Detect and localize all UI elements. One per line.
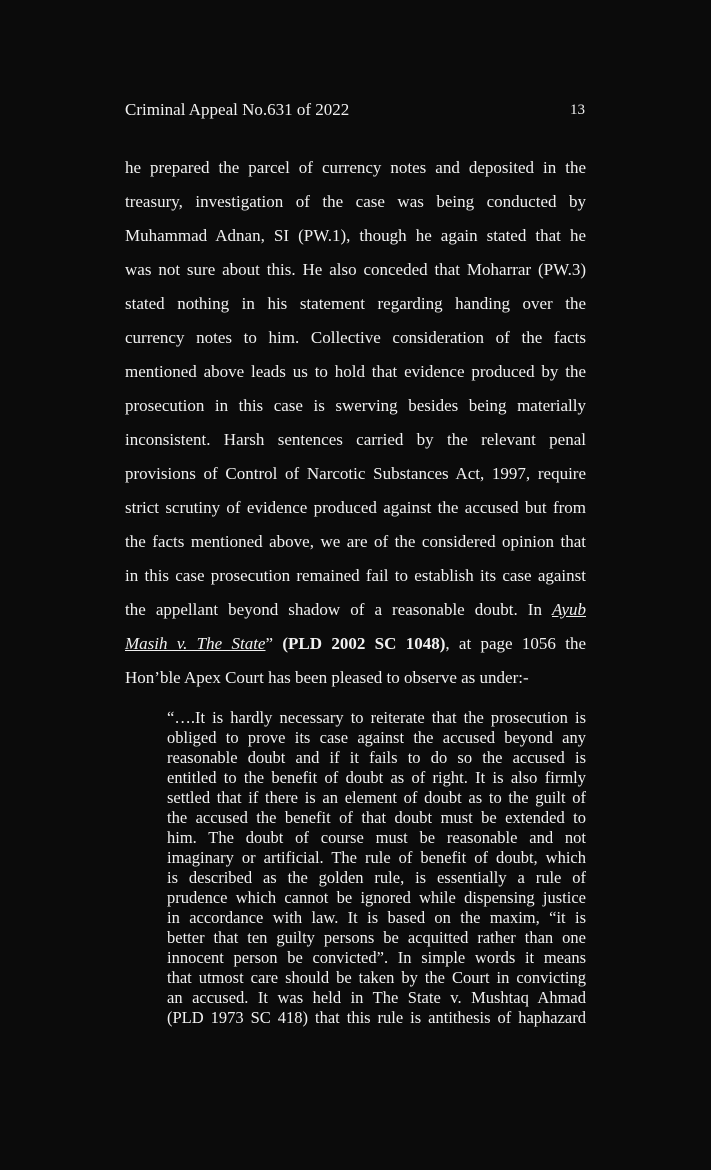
paragraph-line: he prepared the parcel of currency notes and deposited in the [125,158,586,177]
paragraph-line: strict scrutiny of evidence produced against the accused but from [125,498,586,517]
paragraph-line: treasury, investigation of the case was being conducted by [125,192,586,211]
paragraph-line: the facts mentioned above, we are of the considered opinion that [125,532,586,551]
page-number: 13 [570,102,585,118]
block-quotation [167,708,586,1028]
quote-line: innocent person be convicted”. In simple words it means [167,948,586,967]
paragraph-line: stated nothing in his statement regarding handing over the [125,294,586,313]
quote-line: an accused. It was held in The State v. Mushtaq Ahmad [167,988,586,1007]
line-text: the appellant beyond shadow of a reasonable doubt. In [125,600,542,619]
paragraph-line: Muhammad Adnan, SI (PW.1), though he again stated that he [125,226,586,245]
case-name-ayub: Ayub [552,600,586,619]
quote-line: reasonable doubt and if it fails to do so the accused is [167,748,586,767]
case-header-title: Criminal Appeal No.631 of 2022 [125,100,350,119]
quote-line: “….It is hardly necessary to reiterate that the prosecution is [167,708,586,727]
paragraph-line-citation-start [125,593,586,627]
paragraph-line: prosecution in this case is swerving besides being materially [125,396,586,415]
judgment-paragraph [125,151,586,695]
quote-line: (PLD 1973 SC 418) that this rule is antithesis of haphazard [167,1008,586,1027]
citation-reference: (PLD 2002 SC 1048) [282,634,446,653]
paragraph-line: was not sure about this. He also conceded that Moharrar (PW.3) [125,260,586,279]
quote-line: him. The doubt of course must be reasonable and not [167,828,586,847]
paragraph-line-last: Hon’ble Apex Court has been pleased to observe as under:- [125,668,529,687]
paragraph-line-citation [125,627,586,661]
quote-line: in accordance with law. It is based on the maxim, “it is [167,908,586,927]
paragraph-line: inconsistent. Harsh sentences carried by the relevant penal [125,430,586,449]
paragraph-line: in this case prosecution remained fail to establish its case against [125,566,586,585]
case-name-masih: Masih v. The State [125,634,266,653]
quote-line: entitled to the benefit of doubt as of right. It is also firmly [167,768,586,787]
quote-line: imaginary or artificial. The rule of benefit of doubt, which [167,848,586,867]
paragraph-line: mentioned above leads us to hold that evidence produced by the [125,362,586,381]
closing-quote: ” [265,634,274,653]
line-text: , at page 1056 the [445,634,586,653]
quote-line: is described as the golden rule, is essentially a rule of [167,868,586,887]
quote-line: obliged to prove its case against the accused beyond any [167,728,586,747]
quote-line: the accused the benefit of that doubt must be extended to [167,808,586,827]
quote-line: better that ten guilty persons be acquitted rather than one [167,928,586,947]
paragraph-line: provisions of Control of Narcotic Substances Act, 1997, require [125,464,586,483]
quote-line: that utmost care should be taken by the Court in convicting [167,968,586,987]
paragraph-line: currency notes to him. Collective consideration of the facts [125,328,586,347]
quote-line: settled that if there is an element of doubt as to the guilt of [167,788,586,807]
quote-line: prudence which cannot be ignored while dispensing justice [167,888,586,907]
